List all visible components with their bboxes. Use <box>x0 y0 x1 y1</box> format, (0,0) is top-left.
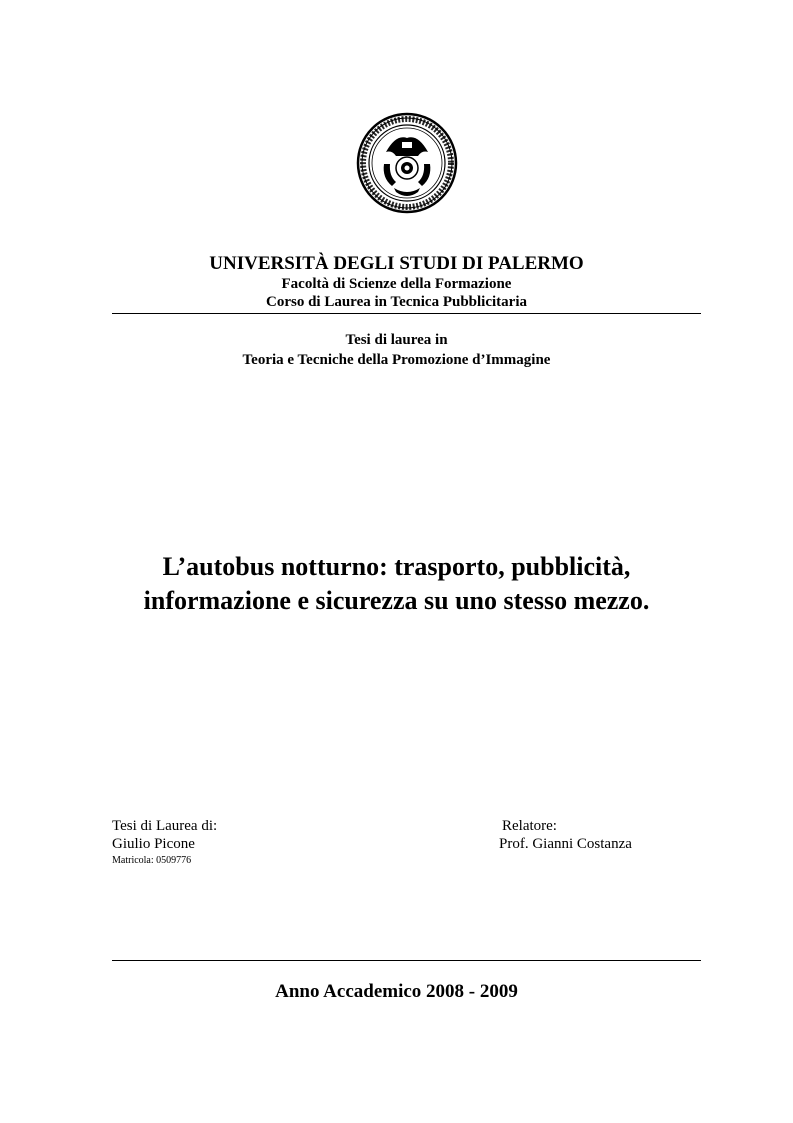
faculty-name: Facoltà di Scienze della Formazione <box>281 276 512 292</box>
header-divider <box>112 313 701 314</box>
advisor-name: Prof. Gianni Costanza <box>499 836 632 852</box>
thesis-subject: Teoria e Tecniche della Promozione d’Immagine <box>242 352 551 368</box>
university-name: UNIVERSITÀ DEGLI STUDI DI PALERMO <box>209 253 584 274</box>
thesis-title <box>0 550 793 618</box>
author-label: Tesi di Laurea di: <box>112 818 218 834</box>
thesis-subject-label: Tesi di laurea in <box>345 332 448 348</box>
author-matricola: Matricola: 0509776 <box>112 855 192 866</box>
course-name: Corso di Laurea in Tecnica Pubblicitaria <box>266 294 527 310</box>
footer-divider <box>112 960 701 961</box>
author-name: Giulio Picone <box>112 836 195 852</box>
academic-year: Anno Accademico 2008 - 2009 <box>275 981 518 1002</box>
thesis-title-line2: informazione e sicurezza su uno stesso mezzo. <box>143 586 650 615</box>
advisor-label: Relatore: <box>502 818 557 834</box>
thesis-title-line1: L’autobus notturno: trasporto, pubblicità, <box>162 552 631 581</box>
university-seal <box>356 112 458 214</box>
